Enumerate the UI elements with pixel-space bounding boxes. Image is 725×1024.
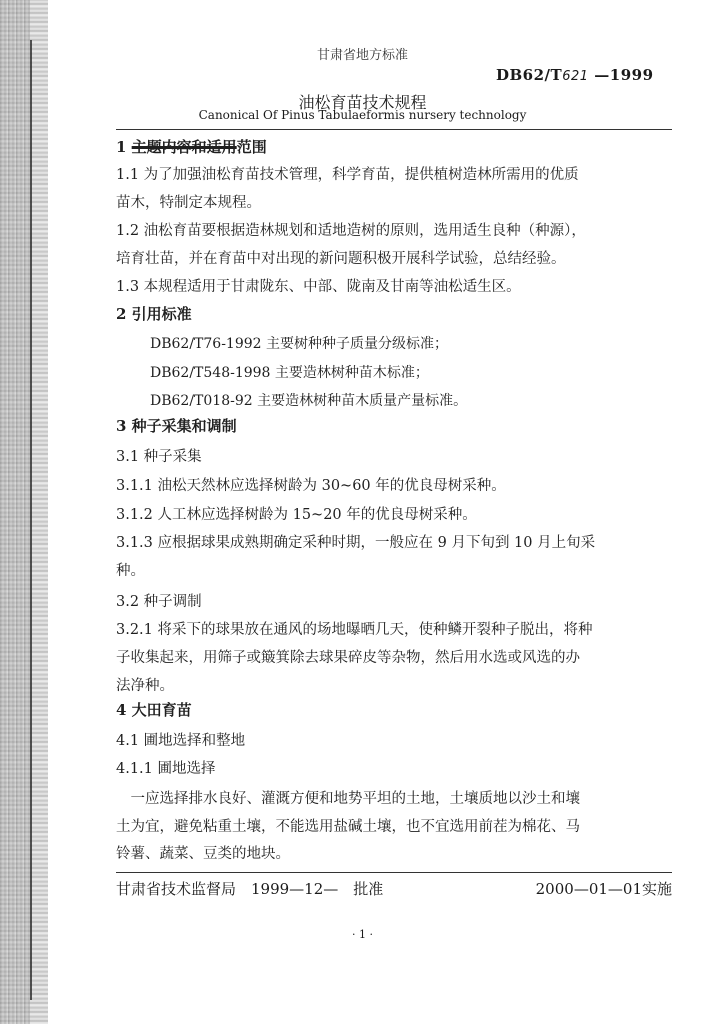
- body-line: 3.1 种子采集: [116, 449, 202, 465]
- body-line: 土为宜，避免粘重土壤，不能选用盐碱土壤，也不宜选用前茬为棉花、马: [116, 819, 580, 835]
- body-line: 培育壮苗，并在育苗中对出现的新问题积极开展科学试验，总结经验。: [116, 251, 566, 267]
- binding-line: [30, 40, 32, 1000]
- footer-rule: [116, 872, 672, 873]
- document-title: 油松育苗技术规程: [298, 93, 427, 112]
- body-line: 1.1 为了加强油松育苗技术管理，科学育苗，提供植树造林所需用的优质: [116, 167, 579, 183]
- document-title-english: Canonical Of Pinus Tabulaeformis nursery technology: [198, 108, 527, 122]
- section-heading: 4 大田育苗: [116, 701, 192, 719]
- issuing-organization: 甘肃省地方标准: [316, 48, 408, 63]
- page-number: · 1 ·: [352, 928, 373, 941]
- body-line: 3.2 种子调制: [116, 594, 202, 610]
- body-line: 3.2.1 将采下的球果放在通风的场地曝晒几天，使种鳞开裂种子脱出，将种: [116, 622, 593, 638]
- implementation-date: 2000—01—01实施: [535, 880, 672, 898]
- struck-text: 主题内容和适用: [131, 138, 237, 156]
- body-line: 种。: [116, 563, 145, 579]
- body-line: 1.3 本规程适用于甘肃陇东、中部、陇南及甘南等油松适生区。: [116, 279, 521, 295]
- body-line: 1.2 油松育苗要根据造林规划和适地造树的原则，选用适生良种（种源），: [116, 223, 586, 239]
- reference-item: DB62/T018-92 主要造林树种苗木质量产量标准。: [150, 393, 468, 409]
- body-line: 一应选择排水良好、灌溉方便和地势平坦的土地，土壤质地以沙土和壤: [116, 791, 580, 807]
- section-heading: 3 种子采集和调制: [116, 417, 237, 435]
- body-line: 苗木，特制定本规程。: [116, 195, 261, 211]
- body-line: 法净种。: [116, 678, 174, 694]
- section-heading: [116, 136, 267, 157]
- body-line: 4.1 圃地选择和整地: [116, 733, 246, 749]
- header-rule: [116, 129, 672, 130]
- approval-statement: 甘肃省技术监督局 1999—12— 批准: [116, 880, 384, 898]
- body-line: 3.1.3 应根据球果成熟期确定采种时期，一般应在 9 月下旬到 10 月上旬采: [116, 535, 596, 551]
- section-heading: 2 引用标准: [116, 305, 192, 323]
- body-line: 铃薯、蔬菜、豆类的地块。: [116, 846, 290, 862]
- footer: [116, 878, 672, 899]
- standard-code: [496, 66, 654, 84]
- section-title: 范围: [236, 138, 267, 156]
- body-line: 4.1.1 圃地选择: [116, 761, 216, 777]
- standard-code-prefix: DB62/T: [496, 66, 563, 84]
- standard-code-handwritten: 621: [562, 69, 589, 84]
- section-number: 1: [116, 138, 132, 156]
- scan-noise-edge: [0, 0, 30, 1024]
- body-line: 子收集起来，用筛子或簸箕除去球果碎皮等杂物，然后用水选或风选的办: [116, 650, 580, 666]
- standard-code-suffix: —1999: [588, 66, 654, 84]
- reference-item: DB62/T548-1998 主要造林树种苗木标准；: [150, 365, 429, 381]
- body-line: 3.1.1 油松天然林应选择树龄为 30~60 年的优良母树采种。: [116, 478, 506, 494]
- reference-item: DB62/T76-1992 主要树种种子质量分级标准；: [150, 336, 449, 352]
- body-line: 3.1.2 人工林应选择树龄为 15~20 年的优良母树采种。: [116, 507, 477, 523]
